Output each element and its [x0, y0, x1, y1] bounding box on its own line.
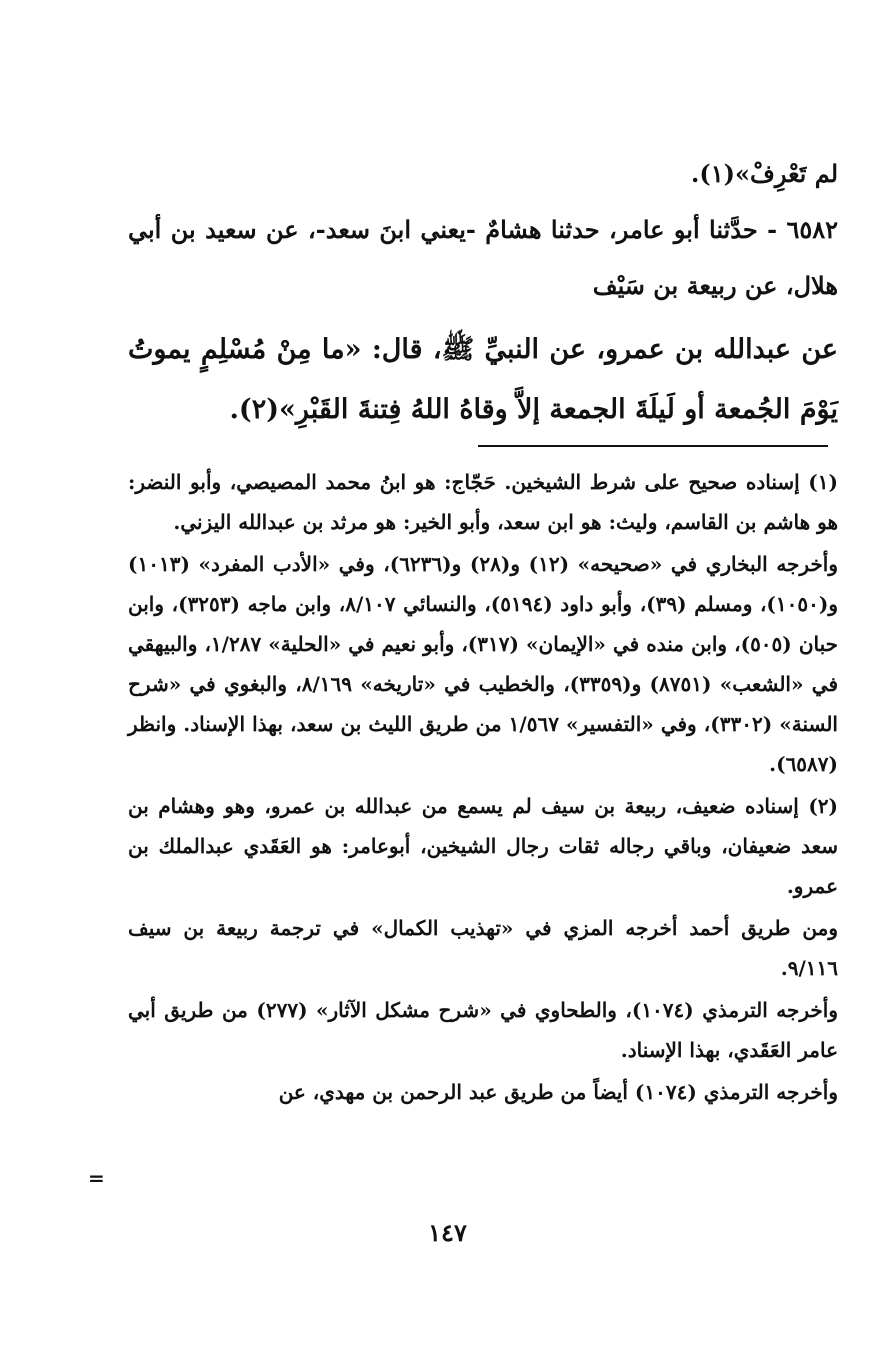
- footnote-1-grading: (١) إسناده صحيح على شرط الشيخين. حَجّاج: هو ابنُ محمد المصيصي، وأبو النضر: هو هاشم بن القاسم، وليث: هو ابن سعد، وأبو الخير: هو مرثد بن عبدالله اليزني.: [128, 470, 838, 534]
- previous-hadith-ending: لم تَعْرِفْ»(١).: [691, 159, 838, 188]
- footnote-2-tirmidhi: وأخرجه الترمذي (١٠٧٤)، والطحاوي في «شرح مشكل الآثار» (٢٧٧) من طريق أبي عامر العَقَدي، بهذا الإسناد.: [128, 998, 838, 1062]
- footnote-2-continued: وأخرجه الترمذي (١٠٧٤) أيضاً من طريق عبد الرحمن بن مهدي، عن: [278, 1080, 838, 1104]
- footnotes: [128, 462, 838, 1114]
- continuation-mark: =: [88, 1166, 105, 1190]
- footnote-divider: [478, 445, 828, 447]
- hadith-isnad: ٦٥٨٢ - حدَّثنا أبو عامر، حدثنا هشامٌ -يعني ابنَ سعد-، عن سعيد بن أبي هلال، عن ربيعة بن سَيْف: [128, 215, 838, 300]
- footnote-1-takhrij: وأخرجه البخاري في «صحيحه» (١٢) و(٢٨) و(٦٢٣٦)، وفي «الأدب المفرد» (١٠١٣) و(١٠٥٠)، ومسلم (٣٩)، وأبو داود (٥١٩٤)، والنسائي ٨/١٠٧، وابن ماجه (٣٢٥٣)، وابن حبان (٥٠٥)، وابن منده في «الإيمان» (٣١٧)، وأبو نعيم في «الحلية» ١/٢٨٧، والبيهقي في «الشعب» (٨٧٥١) و(٣٣٥٩)، والخطيب في «تاريخه» ٨/١٦٩، والبغوي في «شرح السنة» (٣٣٠٢)، وفي «التفسير» ١/٥٦٧ من طريق الليث بن سعد، بهذا الإسناد. وانظر (٦٥٨٧).: [128, 552, 839, 776]
- hadith-matn: عن عبدالله بن عمرو، عن النبيِّ ﷺ، قال: «ما مِنْ مُسْلِمٍ يموتُ يَوْمَ الجُمعة أو لَيلَةَ الجمعة إلاَّ وقاهُ اللهُ فِتنةَ القَبْرِ»(٢).: [128, 334, 838, 425]
- footnote-2-mizzi: ومن طريق أحمد أخرجه المزي في «تهذيب الكمال» في ترجمة ربيعة بن سيف ٩/١١٦.: [128, 916, 838, 980]
- footnote-2-grading: (٢) إسناده ضعيف، ربيعة بن سيف لم يسمع من عبدالله بن عمرو، وهو وهشام بن سعد ضعيفان، وباقي رجاله ثقات رجال الشيخين، أبوعامر: هو العَقَدي عبدالملك بن عمرو.: [128, 794, 838, 898]
- main-text: [128, 146, 838, 440]
- page-number: ١٤٧: [428, 1218, 467, 1247]
